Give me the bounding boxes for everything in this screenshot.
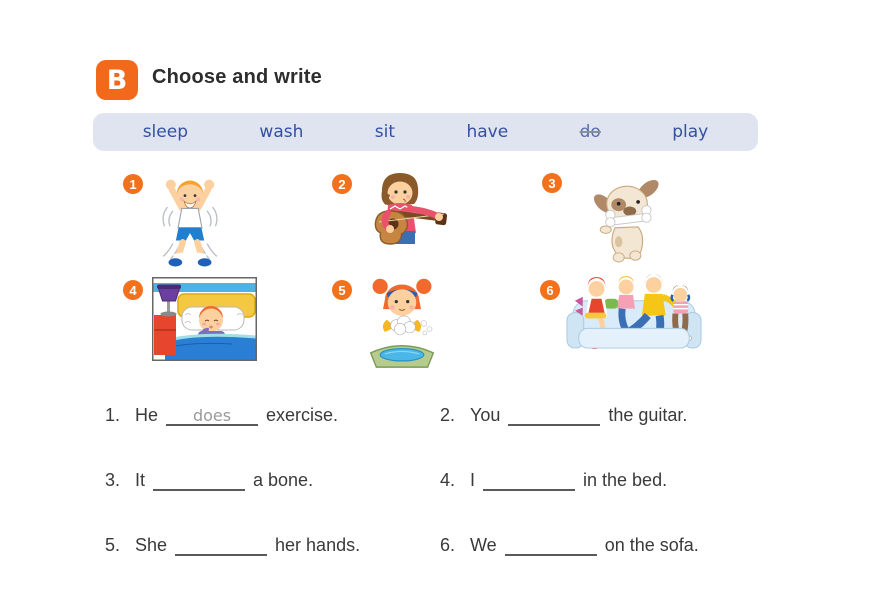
sentence-subject: I bbox=[470, 470, 476, 490]
picture-number-badge: 1 bbox=[123, 174, 143, 194]
sentence-rest: a bone. bbox=[253, 470, 314, 490]
sentence-number: 1. bbox=[105, 405, 121, 425]
answer-blank-5[interactable] bbox=[175, 534, 267, 556]
sentence-subject: We bbox=[470, 535, 497, 555]
sentence-subject: You bbox=[470, 405, 501, 425]
word-bank-word-sleep: sleep bbox=[142, 122, 188, 142]
sentence-number: 5. bbox=[105, 535, 121, 555]
sleeping-boy-icon bbox=[152, 277, 257, 361]
answer-blank-2[interactable] bbox=[508, 404, 600, 426]
word-bank-word-wash: wash bbox=[259, 122, 304, 142]
picture-number-badge: 6 bbox=[540, 280, 560, 300]
sentence-3 bbox=[105, 469, 319, 491]
guitar-player-icon bbox=[358, 167, 450, 268]
sentence-5 bbox=[105, 534, 366, 556]
sentence-2 bbox=[440, 404, 693, 426]
picture-number-badge: 2 bbox=[332, 174, 352, 194]
boy-exercising-icon bbox=[158, 167, 222, 270]
sentence-rest: exercise. bbox=[266, 405, 339, 425]
sentence-subject: It bbox=[135, 470, 146, 490]
word-bank-word-have: have bbox=[466, 122, 509, 142]
sentence-subject: She bbox=[135, 535, 168, 555]
sentence-rest: her hands. bbox=[275, 535, 361, 555]
sentence-6 bbox=[440, 534, 705, 556]
picture-girl-washing-hands bbox=[364, 276, 440, 368]
sentence-4 bbox=[440, 469, 673, 491]
answer-blank-1[interactable] bbox=[166, 404, 258, 426]
answer-blank-4[interactable] bbox=[483, 469, 575, 491]
picture-puppy-with-bone bbox=[590, 171, 664, 268]
picture-boy-exercising bbox=[158, 167, 222, 270]
puppy-bone-icon bbox=[590, 171, 664, 268]
answer-blank-3[interactable] bbox=[153, 469, 245, 491]
picture-number-badge: 4 bbox=[123, 280, 143, 300]
word-bank-word-play: play bbox=[672, 122, 709, 142]
sentence-rest: on the sofa. bbox=[604, 535, 699, 555]
sentence-rest: in the bed. bbox=[583, 470, 668, 490]
word-bank-word-sit: sit bbox=[374, 122, 396, 142]
sentence-number: 3. bbox=[105, 470, 121, 490]
word-bank bbox=[93, 113, 758, 151]
page-title: Choose and write bbox=[152, 66, 322, 88]
washing-hands-icon bbox=[364, 276, 440, 368]
picture-kid-playing-guitar bbox=[358, 167, 450, 268]
picture-boy-sleeping bbox=[152, 277, 257, 361]
sentence-1 bbox=[105, 404, 344, 426]
sentence-number: 2. bbox=[440, 405, 456, 425]
word-bank-word-do-crossed: do bbox=[579, 122, 601, 142]
section-badge: B bbox=[96, 60, 138, 100]
picture-number-badge: 3 bbox=[542, 173, 562, 193]
sentence-subject: He bbox=[135, 405, 159, 425]
answer-text: does bbox=[192, 406, 232, 425]
picture-family-on-sofa bbox=[565, 271, 703, 365]
sentence-rest: the guitar. bbox=[608, 405, 688, 425]
family-sofa-icon bbox=[565, 271, 703, 365]
sentence-number: 6. bbox=[440, 535, 456, 555]
picture-number-badge: 5 bbox=[332, 280, 352, 300]
answer-blank-6[interactable] bbox=[505, 534, 597, 556]
sentence-number: 4. bbox=[440, 470, 456, 490]
